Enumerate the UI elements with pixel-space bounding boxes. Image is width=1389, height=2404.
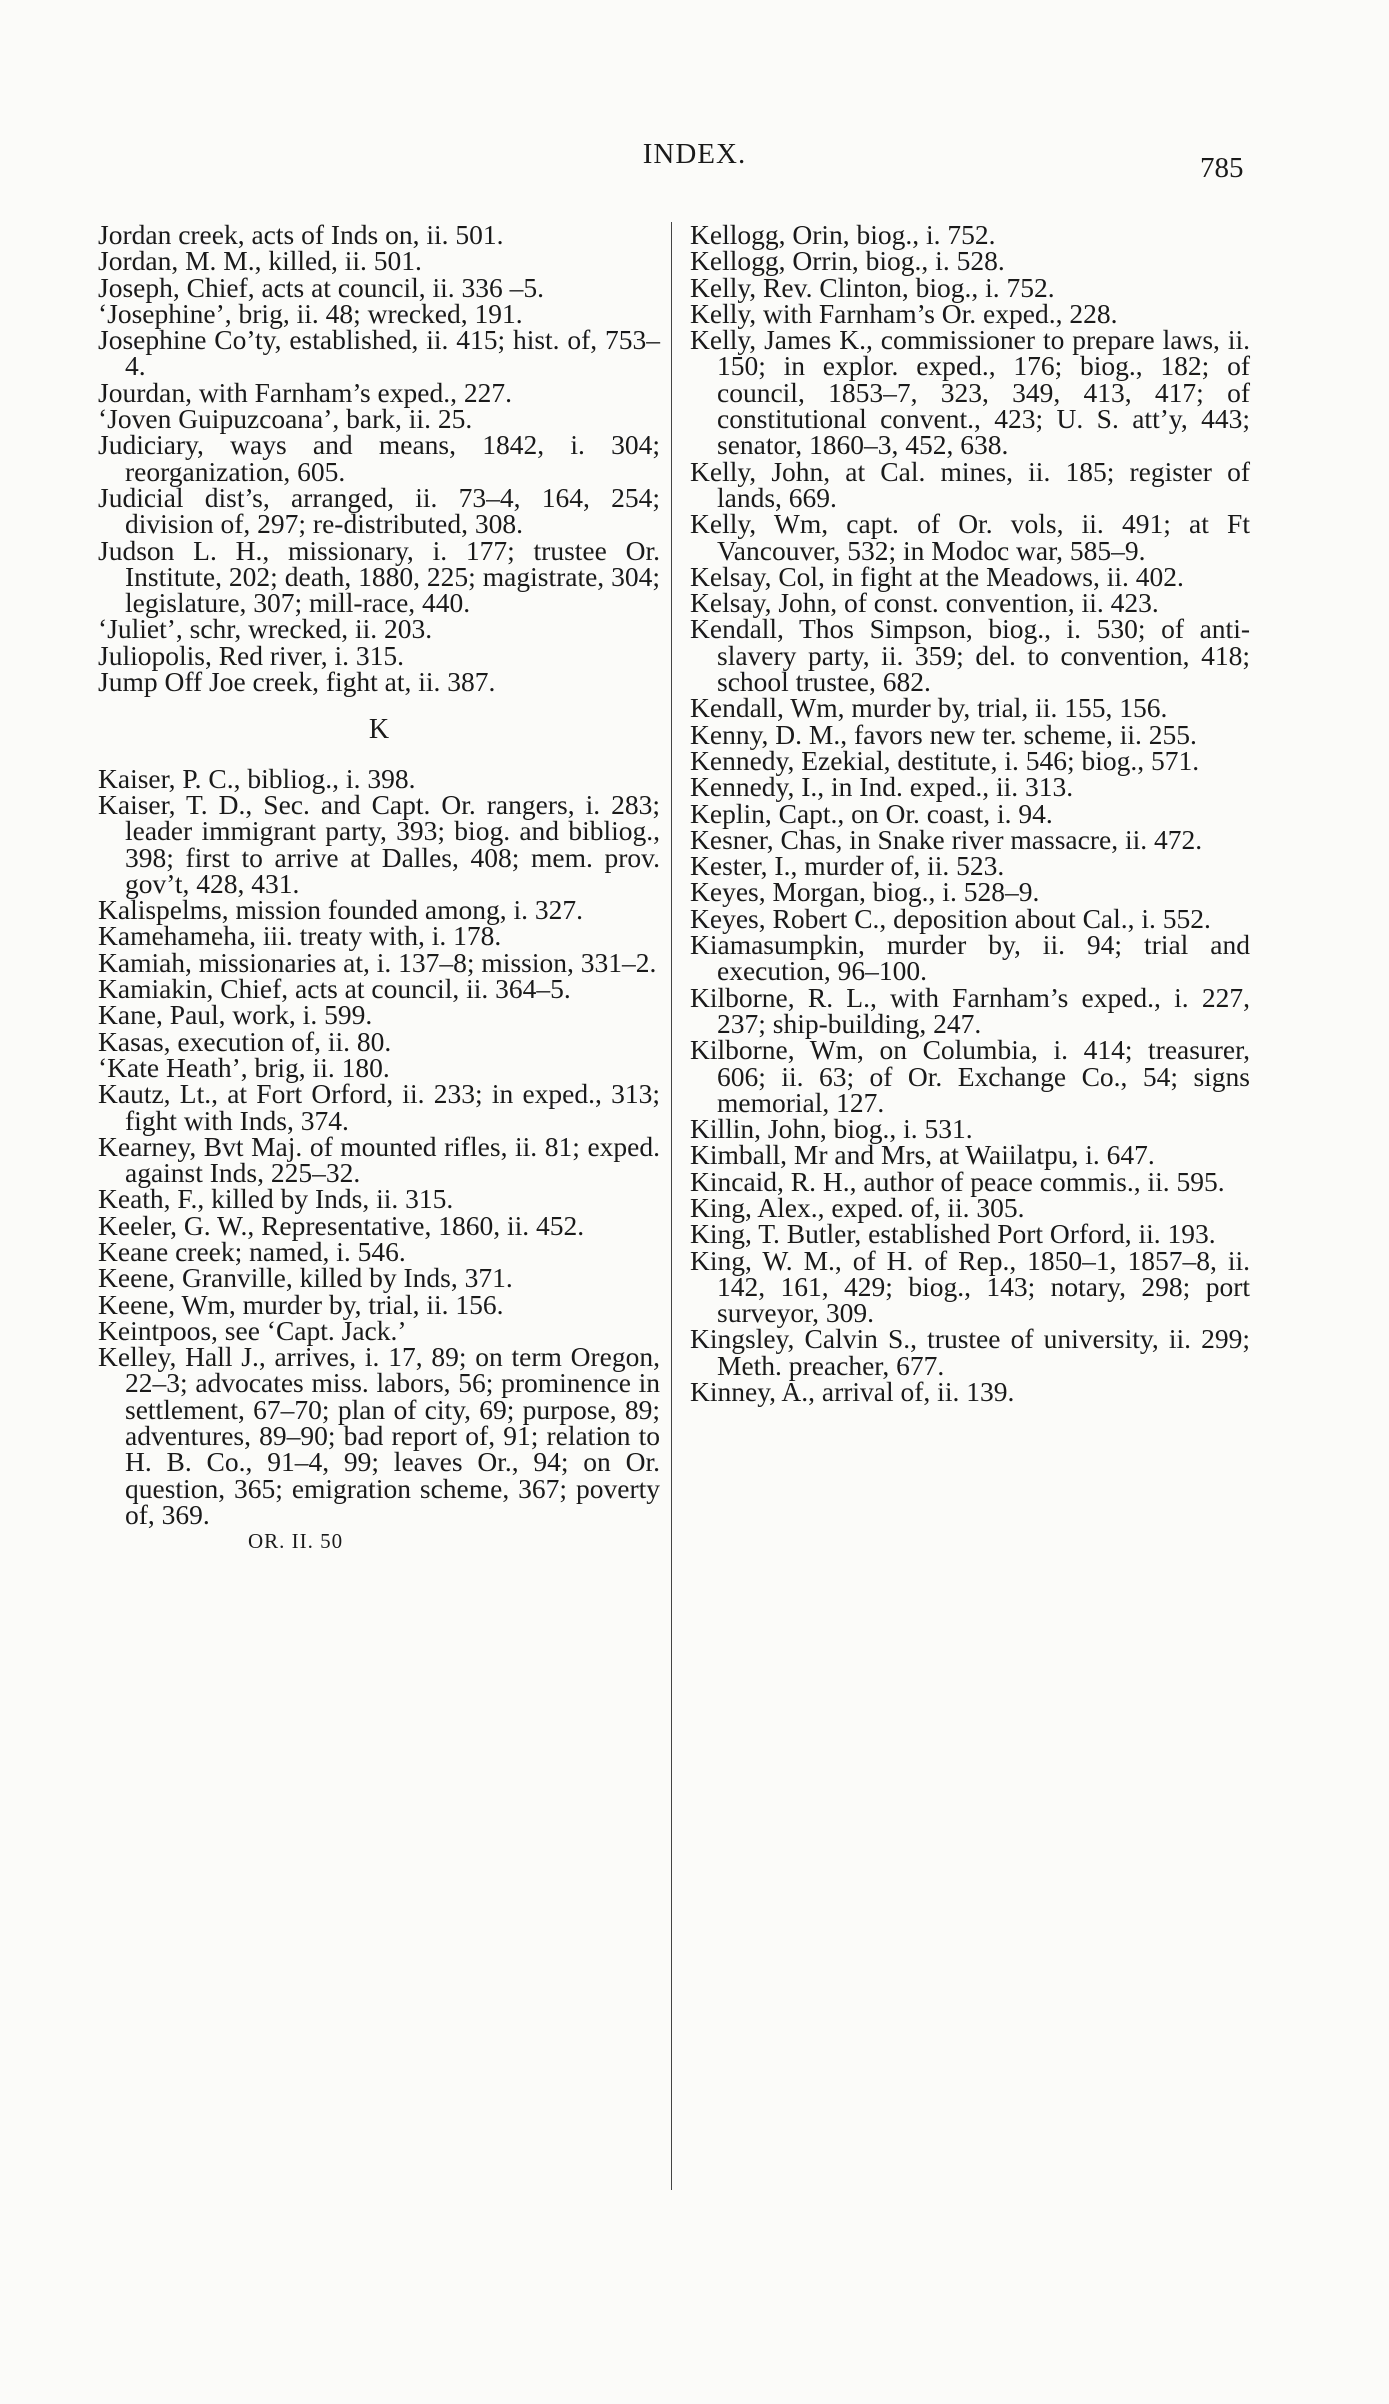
index-entry: ‘Kate Heath’, brig, ii. 180. bbox=[98, 1051, 390, 1083]
index-entry: Kamiakin, Chief, acts at council, ii. 364–5. bbox=[98, 973, 571, 1005]
index-entry: Keyes, Robert C., deposition about Cal., i. 552. bbox=[690, 902, 1211, 934]
index-entry: Kelsay, Col, in fight at the Meadows, ii. 402. bbox=[690, 560, 1184, 592]
index-entry: Kearney, Bvt Maj. of mounted rifles, ii. 81; exped. against Inds, 225–32. bbox=[98, 1130, 660, 1189]
index-entry: Kaiser, P. C., bibliog., i. 398. bbox=[98, 762, 416, 794]
index-entry: Kelly, James K., commissioner to prepare laws, ii. 150; in explor. exped., 176; biog., 182; of council, 1853–7, 323, 349, 413, 417; of constitutional convent., 423; U. S. att’y, 443; senator, 1860–3, 452, 638. bbox=[690, 324, 1250, 461]
page-header-title: INDEX. bbox=[642, 138, 747, 170]
index-entry: Killin, John, biog., i. 531. bbox=[690, 1113, 973, 1145]
index-entry: King, T. Butler, established Port Orford, ii. 193. bbox=[690, 1218, 1216, 1250]
page-number: 785 bbox=[1200, 152, 1244, 184]
index-entry: Kelly, Wm, capt. of Or. vols, ii. 491; at Ft Vancouver, 532; in Modoc war, 585–9. bbox=[690, 508, 1250, 566]
signature-mark: OR. II. 50 bbox=[248, 1529, 344, 1554]
index-entry: Kelley, Hall J., arrives, i. 17, 89; on term Oregon, 22–3; advocates miss. labors, 56; prominence in settlement, 67–70; plan of city, 69; purpose, 89; adventures, 89–90; bad report of, 91; relation to H. B. Co., 91–4, 99; leaves Or., 94; on Or. question, 365; emigration scheme, 367; poverty of, 369. bbox=[98, 1341, 660, 1530]
index-entry: Joseph, Chief, acts at council, ii. 336 –5. bbox=[98, 271, 545, 303]
index-entry: Keeler, G. W., Representative, 1860, ii. 452. bbox=[98, 1209, 585, 1241]
index-entry: Keintpoos, see ‘Capt. Jack.’ bbox=[98, 1314, 407, 1346]
index-entry: Keath, F., killed by Inds, ii. 315. bbox=[98, 1183, 454, 1215]
index-entry: Kingsley, Calvin S., trustee of university, ii. 299; Meth. preacher, 677. bbox=[690, 1323, 1250, 1381]
index-entry: Judson L. H., missionary, i. 177; trustee Or. Institute, 202; death, 1880, 225; magistrate, 304; legislature, 307; mill-race, 440. bbox=[98, 534, 660, 619]
index-entry: Kelly, Rev. Clinton, biog., i. 752. bbox=[690, 271, 1055, 303]
section-letter-k: K bbox=[368, 714, 390, 746]
index-entry: King, W. M., of H. of Rep., 1850–1, 1857–8, ii. 142, 161, 429; biog., 143; notary, 298; port surveyor, 309. bbox=[690, 1244, 1250, 1329]
index-entry: Kelly, with Farnham’s Or. exped., 228. bbox=[690, 297, 1118, 329]
index-entry: Josephine Co’ty, established, ii. 415; hist. of, 753–4. bbox=[98, 324, 660, 382]
index-entry: Juliopolis, Red river, i. 315. bbox=[98, 639, 404, 671]
index-entry: Kamehameha, iii. treaty with, i. 178. bbox=[98, 920, 502, 952]
index-entry: Keyes, Morgan, biog., i. 528–9. bbox=[690, 876, 1040, 908]
index-entry: Kelsay, John, of const. convention, ii. 423. bbox=[690, 587, 1159, 619]
index-entry: Kellogg, Orin, biog., i. 752. bbox=[690, 219, 996, 250]
index-entry: Kane, Paul, work, i. 599. bbox=[98, 999, 373, 1031]
entries-j-group bbox=[98, 219, 660, 698]
column-divider bbox=[671, 222, 672, 2190]
index-entry: Keane creek; named, i. 546. bbox=[98, 1235, 406, 1267]
index-entry: Kester, I., murder of, ii. 523. bbox=[690, 850, 1005, 882]
index-entry: Kimball, Mr and Mrs, at Waiilatpu, i. 647. bbox=[690, 1139, 1155, 1171]
entries-k-group bbox=[98, 762, 660, 1530]
index-entry: Kenny, D. M., favors new ter. scheme, ii. 255. bbox=[690, 718, 1197, 750]
index-entry: Kendall, Thos Simpson, biog., i. 530; of anti-slavery party, ii. 359; del. to convention, 418; school trustee, 682. bbox=[690, 613, 1250, 698]
index-entry: Kendall, Wm, murder by, trial, ii. 155, 156. bbox=[690, 692, 1168, 724]
index-entry: Kincaid, R. H., author of peace commis., ii. 595. bbox=[690, 1165, 1225, 1197]
index-left-column bbox=[98, 219, 660, 1554]
index-entry: Jordan, M. M., killed, ii. 501. bbox=[98, 245, 422, 277]
index-entry: Kinney, A., arrival of, ii. 139. bbox=[690, 1376, 1015, 1408]
index-entry: Jourdan, with Farnham’s exped., 227. bbox=[98, 376, 512, 408]
index-right-column bbox=[690, 219, 1250, 1408]
index-entry: Kalispelms, mission founded among, i. 327. bbox=[98, 894, 584, 926]
index-entry: Keene, Wm, murder by, trial, ii. 156. bbox=[98, 1288, 504, 1320]
index-entry: Keplin, Capt., on Or. coast, i. 94. bbox=[690, 797, 1053, 829]
index-entry: Keene, Granville, killed by Inds, 371. bbox=[98, 1262, 513, 1294]
index-entry: ‘Josephine’, brig, ii. 48; wrecked, 191. bbox=[98, 297, 523, 329]
index-entry: Kiamasumpkin, murder by, ii. 94; trial and execution, 96–100. bbox=[690, 929, 1250, 987]
index-entry: Jordan creek, acts of Inds on, ii. 501. bbox=[98, 219, 504, 250]
index-entry: Kasas, execution of, ii. 80. bbox=[98, 1025, 392, 1057]
index-entry: Kelly, John, at Cal. mines, ii. 185; register of lands, 669. bbox=[690, 455, 1250, 513]
index-entry: Kilborne, R. L., with Farnham’s exped., i. 227, 237; ship-building, 247. bbox=[690, 981, 1250, 1039]
index-entry: Kennedy, Ezekial, destitute, i. 546; biog., 571. bbox=[690, 744, 1200, 776]
index-entry: Judiciary, ways and means, 1842, i. 304; reorganization, 605. bbox=[98, 429, 660, 487]
index-entry: Kilborne, Wm, on Columbia, i. 414; treasurer, 606; ii. 63; of Or. Exchange Co., 54; signs memorial, 127. bbox=[690, 1034, 1250, 1118]
index-entry: Kautz, Lt., at Fort Orford, ii. 233; in exped., 313; fight with Inds, 374. bbox=[98, 1078, 660, 1136]
index-entry: King, Alex., exped. of, ii. 305. bbox=[690, 1191, 1025, 1223]
index-entry: ‘Juliet’, schr, wrecked, ii. 203. bbox=[98, 613, 433, 645]
index-entry: Kellogg, Orrin, biog., i. 528. bbox=[690, 245, 1005, 277]
index-entry: Kaiser, T. D., Sec. and Capt. Or. rangers, i. 283; leader immigrant party, 393; biog. and bibliog., 398; first to arrive at Dalles, 408; mem. prov. gov’t, 428, 431. bbox=[98, 788, 660, 899]
index-entry: Judicial dist’s, arranged, ii. 73–4, 164, 254; division of, 297; re-distributed, 308. bbox=[98, 481, 660, 540]
index-entry: Kennedy, I., in Ind. exped., ii. 313. bbox=[690, 771, 1074, 803]
index-entry: Kesner, Chas, in Snake river massacre, ii. 472. bbox=[690, 823, 1203, 855]
index-entry: Kamiah, missionaries at, i. 137–8; mission, 331–2. bbox=[98, 946, 657, 978]
index-entry: ‘Joven Guipuzcoana’, bark, ii. 25. bbox=[98, 403, 473, 435]
index-entry: Jump Off Joe creek, fight at, ii. 387. bbox=[98, 666, 496, 698]
